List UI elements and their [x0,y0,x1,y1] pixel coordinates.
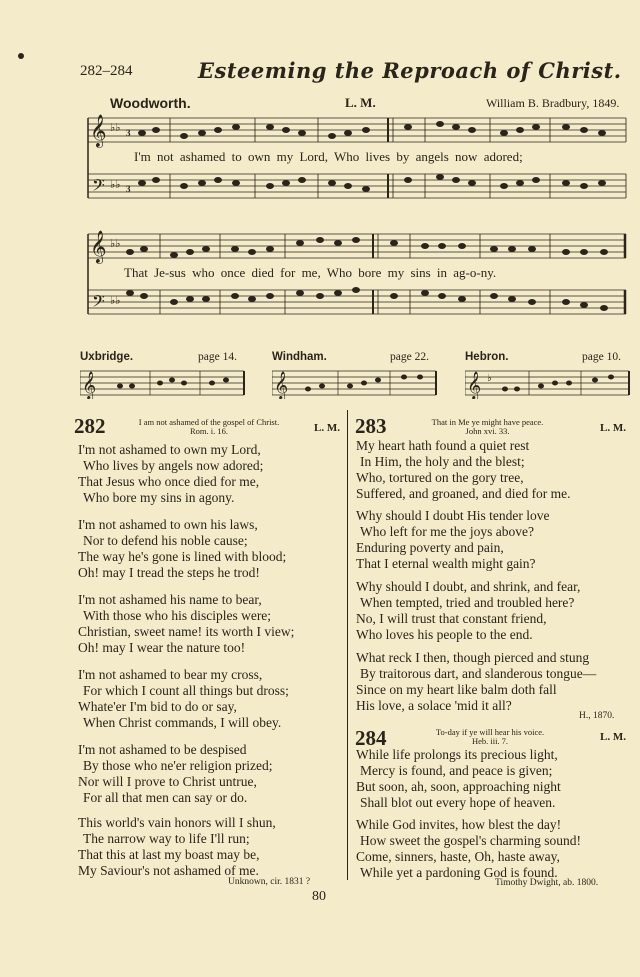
verse-line: I'm not ashamed to bear my cross, [78,667,263,682]
stanza [356,579,580,643]
svg-text:𝄞: 𝄞 [274,371,289,399]
verse-line: Shall blot out every hope of heaven. [360,795,556,810]
svg-text:𝄢: 𝄢 [92,291,105,315]
verse-line: My Saviour's not ashamed of me. [78,863,259,878]
lyrics-line-1: I'm not ashamed to own my Lord, Who lives by angels now adored; [134,149,523,164]
hymn-reference [400,418,575,436]
verse-line: Who bore my sins in agony. [83,490,235,505]
page-title: Esteeming the Reproach of Christ. [198,58,622,83]
hymn-number: 284 [355,726,387,750]
tune-meter: L. M. [345,95,376,110]
stanza [78,667,289,731]
alt-tune-staff-windham [272,367,437,399]
verse-line: What reck I then, though pierced and stung [356,650,590,665]
alt-tune-page: page 10. [582,351,621,363]
verse-line: Who loves his people to the end. [356,627,533,642]
alt-tune-staff-uxbridge [80,367,245,399]
hymn-ref-text: To-day if ye will hear his voice. [435,727,545,737]
verse-line: When Christ commands, I will obey. [83,715,282,730]
svg-text:3: 3 [126,184,131,194]
hymn-attribution: Unknown, cir. 1831 ? [228,877,311,887]
verse-line: I'm not ashamed to own my Lord, [78,442,261,457]
stanza [356,650,596,714]
hymn-meter: L. M. [600,422,626,434]
stanza [78,742,273,806]
verse-line: For all that men can say or do. [83,790,248,805]
hymn-reference [113,418,305,436]
verse-line: How sweet the gospel's charming sound! [360,833,582,848]
svg-text:♭♭: ♭♭ [110,238,121,250]
verse-line: While life prolongs its precious light, [356,747,558,762]
stanza [78,815,276,879]
verse-line: Since on my heart like balm doth fall [356,682,557,697]
margin-dot [18,53,24,59]
verse-line: Nor to defend his noble cause; [83,533,248,548]
hymn-number-range: 282–284 [80,63,133,79]
hymn-reference [400,728,580,746]
hymn-attribution: Timothy Dwight, ab. 1800. [495,878,599,888]
verse-line: Why should I doubt, and shrink, and fear, [356,579,581,594]
verse-line: With those who his disciples were; [83,608,272,623]
svg-text:♭: ♭ [487,373,492,384]
verse-line: When tempted, tried and troubled here? [360,595,575,610]
stanza [78,442,263,506]
svg-text:♭♭: ♭♭ [110,295,121,307]
alt-tune-page: page 22. [390,351,429,363]
hymn-ref-text: That in Me ye might have peace. [431,417,544,427]
alt-tune-page: page 14. [198,351,237,363]
svg-text:♭♭: ♭♭ [110,122,121,134]
stanza [356,747,561,811]
verse-line: Christian, sweet name! its worth I view; [78,624,295,639]
verse-line: While God invites, how blest the day! [356,817,562,832]
svg-text:𝄞: 𝄞 [467,371,482,399]
alt-tune-name: Uxbridge. [80,351,134,363]
hymn-number: 283 [355,414,387,438]
verse-line: Oh! may I tread the steps he trod! [78,565,260,580]
hymn-attribution: H., 1870. [579,711,615,721]
hymn-ref-citation: John xvi. 33. [465,426,510,436]
verse-line: Whate'er I'm bid to do or say, [78,699,237,714]
svg-text:𝄞: 𝄞 [82,371,97,399]
svg-text:𝄞: 𝄞 [90,230,107,263]
verse-line: His love, a solace 'mid it all? [356,698,512,713]
page-number: 80 [312,889,326,904]
verse-line: That I eternal wealth might gain? [356,556,536,571]
verse-line: Come, sinners, haste, Oh, haste away, [356,849,560,864]
verse-line: Why should I doubt His tender love [356,508,550,523]
verse-line: By traitorous dart, and slanderous tongue— [360,666,597,681]
verse-line: This world's vain honors will I shun, [78,815,276,830]
alt-tune-name: Windham. [272,351,327,363]
verse-line: I'm not ashamed his name to bear, [78,592,262,607]
alt-tune-staff-hebron [465,367,630,399]
hymn-meter: L. M. [600,731,626,743]
verse-line: Oh! may I wear the nature too! [78,640,246,655]
hymn-ref-citation: Heb. iii. 7. [471,736,509,746]
stanza [78,592,294,656]
hymn-ref-text: I am not ashamed of the gospel of Christ. [138,417,280,427]
verse-line: No, I will trust that constant friend, [356,611,547,626]
stanza [78,517,286,581]
verse-line: That this at last my boast may be, [78,847,260,862]
svg-text:𝄢: 𝄢 [92,175,105,199]
hymn-meter: L. M. [314,422,340,434]
verse-line: Nor will I prove to Christ untrue, [78,774,257,789]
verse-line: That Jesus who once died for me, [78,474,260,489]
stanza [356,817,581,881]
verse-line: By those who ne'er religion prized; [83,758,273,773]
verse-line: Enduring poverty and pain, [356,540,504,555]
verse-line: I'm not ashamed to own his laws, [78,517,258,532]
tune-composer: William B. Bradbury, 1849. [486,96,620,110]
tune-name: Woodworth. [110,95,191,111]
hymn-number: 282 [74,414,106,438]
verse-line: The way he's gone is lined with blood; [78,549,287,564]
alt-tune-name: Hebron. [465,351,509,363]
verse-line: I'm not ashamed to be despised [78,742,247,757]
verse-line: In Him, the holy and the blest; [360,454,525,469]
stanza [356,508,549,572]
column-divider [347,410,348,880]
verse-line: Who lives by angels now adored; [83,458,264,473]
verse-line: While yet a pardoning God is found. [360,865,558,880]
hymn-ref-citation: Rom. i. 16. [189,426,229,436]
verse-line: For which I count all things but dross; [83,683,289,698]
verse-line: The narrow way to life I'll run; [83,831,250,846]
svg-text:𝄞: 𝄞 [90,114,107,147]
svg-text:3: 3 [126,128,131,138]
verse-line: Mercy is found, and peace is given; [360,763,553,778]
verse-line: But soon, ah, soon, approaching night [356,779,561,794]
verse-line: Who left for me the joys above? [360,524,534,539]
verse-line: Who, tortured on the gory tree, [356,470,524,485]
verse-line: My heart hath found a quiet rest [356,438,530,453]
svg-text:♭♭: ♭♭ [110,179,121,191]
verse-line: Suffered, and groaned, and died for me. [356,486,571,501]
lyrics-line-2: That Je-sus who once died for me, Who bore my sins in ag-o-ny. [124,265,497,280]
stanza [356,438,571,502]
